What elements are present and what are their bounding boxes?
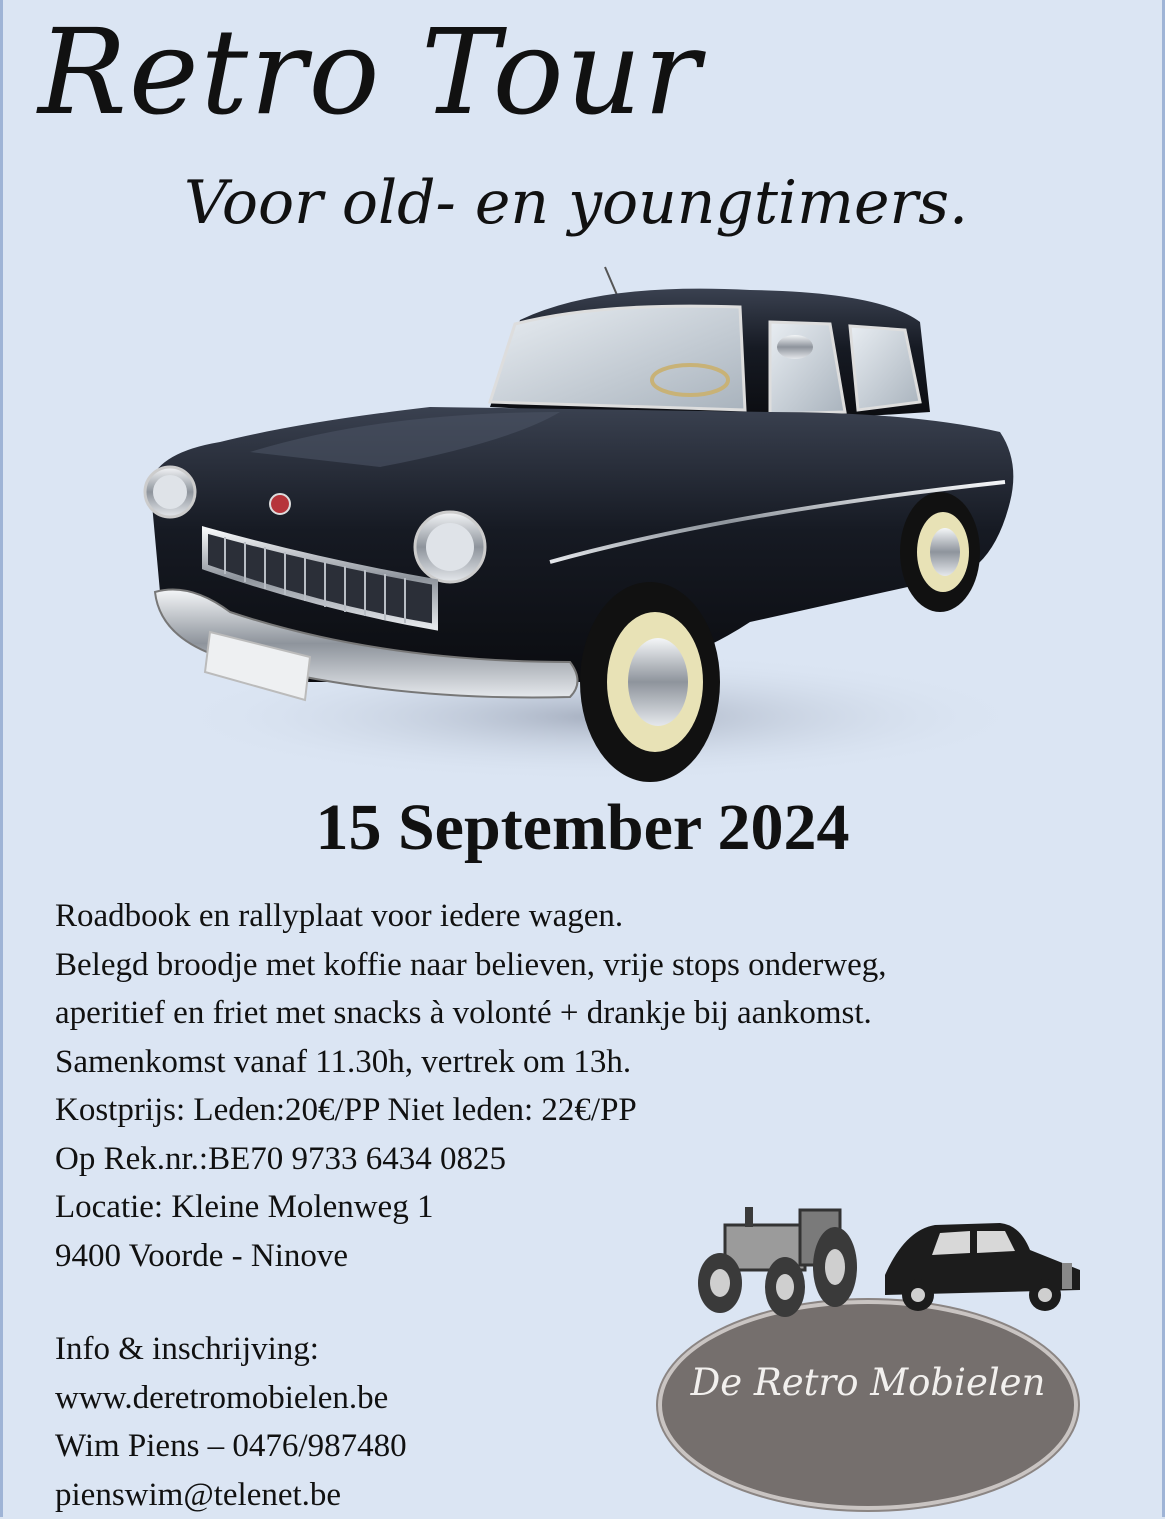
logo-name: De Retro Mobielen	[650, 1361, 1086, 1404]
logo-oval	[658, 1300, 1078, 1510]
contact-heading: Info & inschrijving:	[55, 1325, 407, 1374]
contact-info	[55, 1325, 407, 1519]
detail-aperitif: aperitief en friet met snacks à volonté + drankje bij aankomst.	[55, 989, 886, 1038]
vintage-car-image	[130, 262, 1040, 792]
detail-postcode-city: 9400 Voorde - Ninove	[55, 1232, 886, 1281]
detail-location: Locatie: Kleine Molenweg 1	[55, 1183, 886, 1232]
contact-website-link[interactable]: www.deretromobielen.be	[55, 1374, 407, 1423]
detail-schedule: Samenkomst vanaf 11.30h, vertrek om 13h.	[55, 1038, 886, 1087]
tractor-and-car-logo-art	[670, 1195, 1080, 1325]
poster-title: Retro Tour	[38, 8, 702, 138]
detail-roadbook: Roadbook en rallyplaat voor iedere wagen.	[55, 892, 886, 941]
detail-bank-account: Op Rek.nr.:BE70 9733 6434 0825	[55, 1135, 886, 1184]
detail-food: Belegd broodje met koffie naar believen, vrije stops onderweg,	[55, 941, 886, 990]
contact-person-phone: Wim Piens – 0476/987480	[55, 1422, 407, 1471]
poster-subtitle: Voor old- en youngtimers.	[184, 170, 968, 236]
event-date: 15 September 2024	[0, 790, 1165, 866]
detail-price: Kostprijs: Leden:20€/PP Niet leden: 22€/PP	[55, 1086, 886, 1135]
club-logo	[650, 1195, 1095, 1515]
contact-email-link[interactable]: pienswim@telenet.be	[55, 1471, 407, 1519]
